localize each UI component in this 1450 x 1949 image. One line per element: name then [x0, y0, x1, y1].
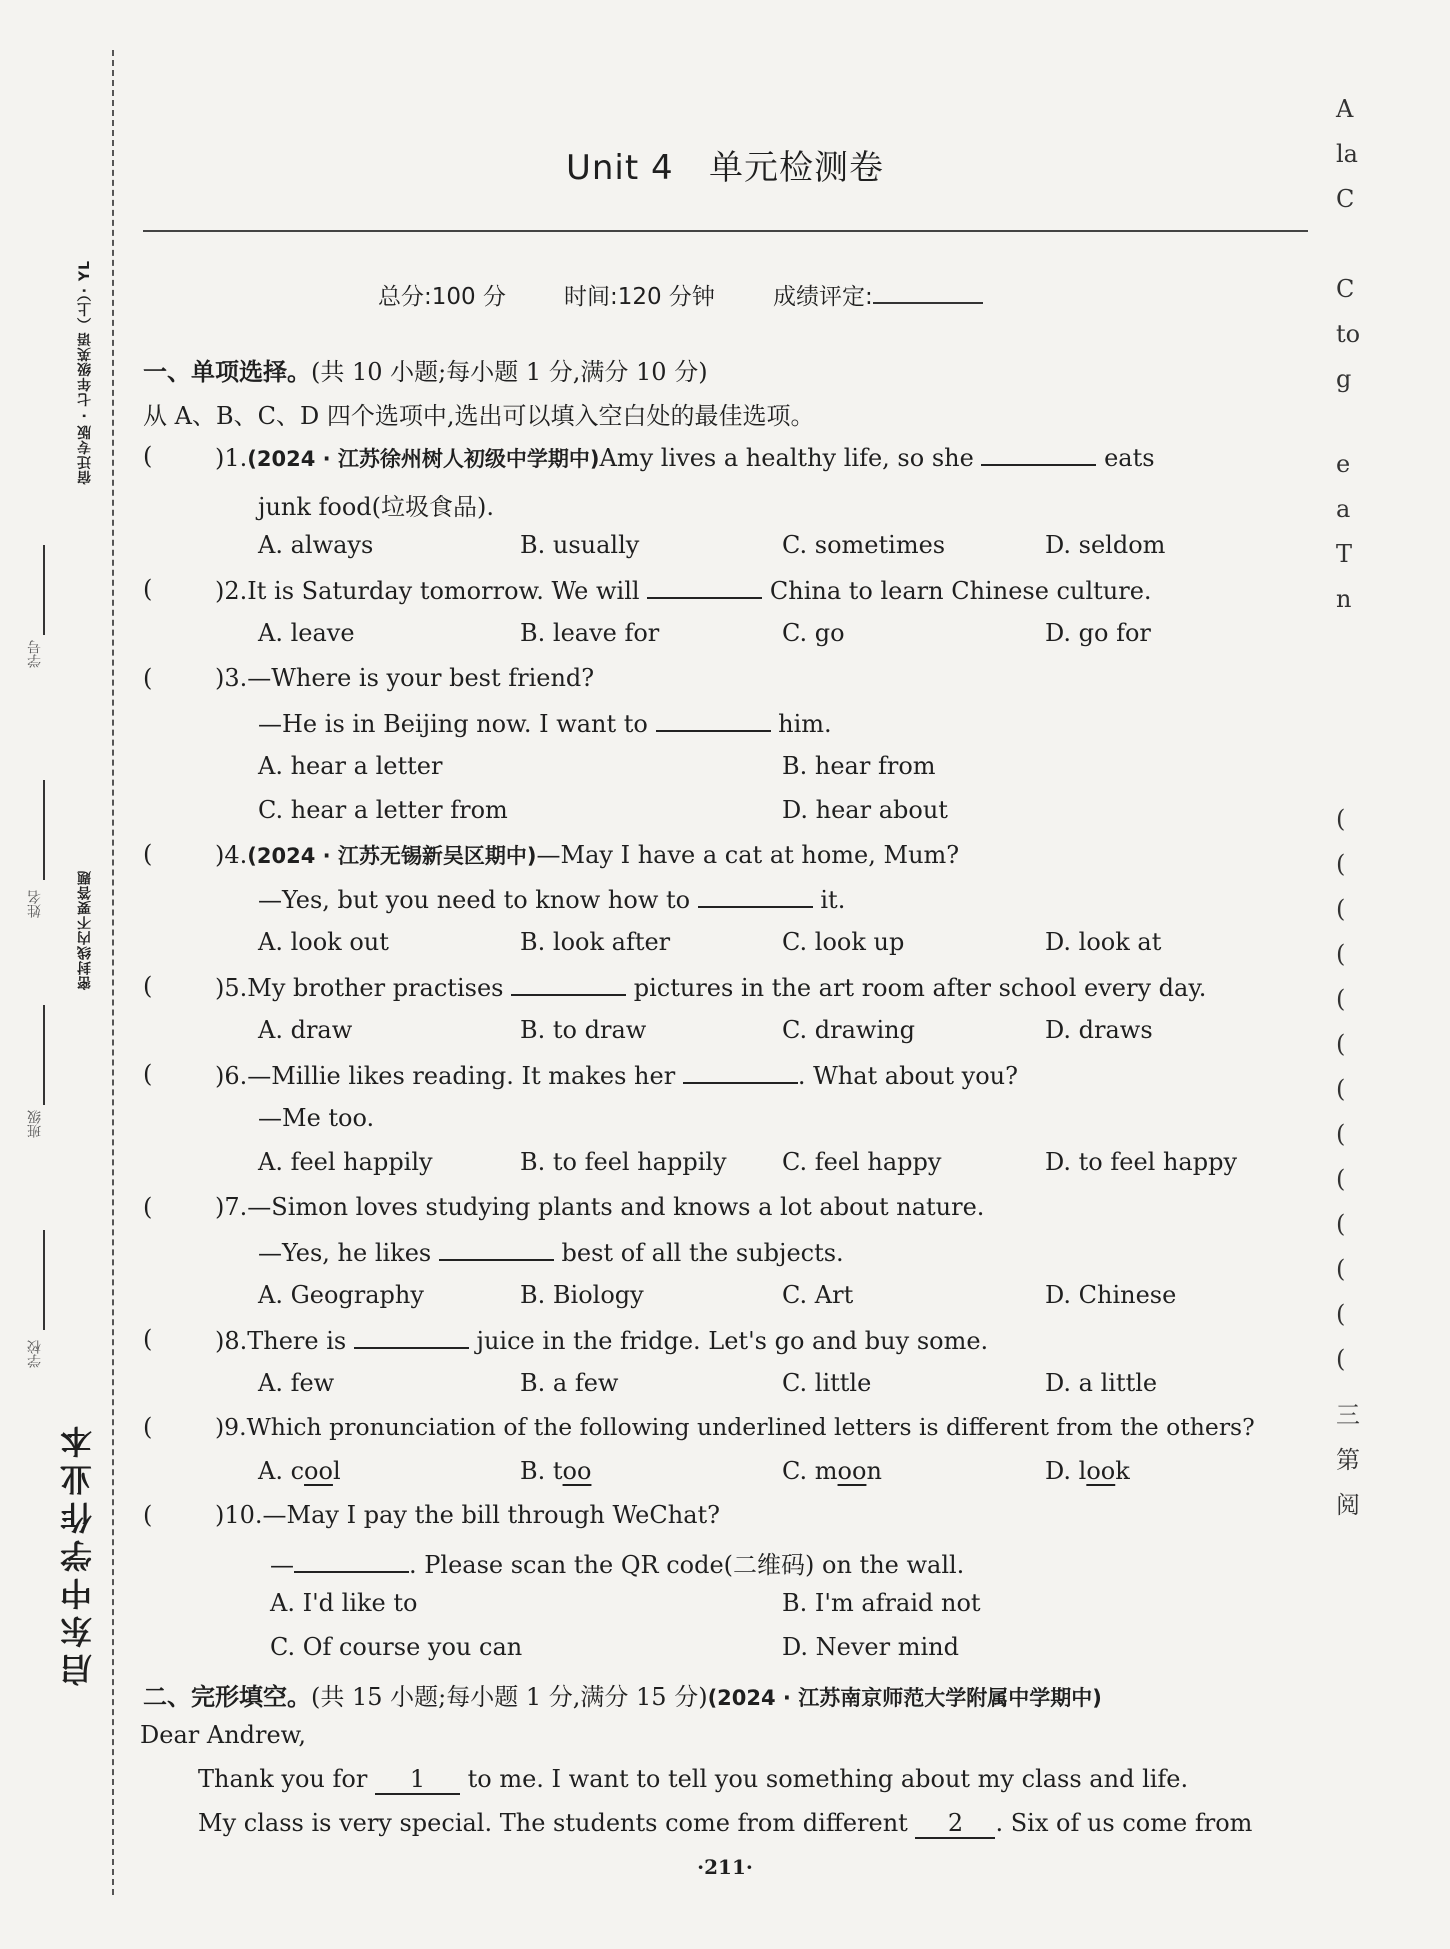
option-d[interactable]: D. Chinese	[1045, 1281, 1177, 1309]
question-number: )5.	[215, 974, 248, 1002]
option-d[interactable]: D. seldom	[1045, 531, 1166, 559]
fragment: (	[1336, 1255, 1346, 1283]
fragment: (	[1336, 805, 1346, 833]
option-b[interactable]: B. leave for	[520, 619, 660, 647]
option-c[interactable]: C. sometimes	[782, 531, 946, 559]
option-a[interactable]: A. few	[258, 1369, 335, 1397]
question-2	[215, 575, 1152, 605]
grade-blank[interactable]	[873, 282, 983, 304]
question-text: It is Saturday tomorrow. We will	[247, 577, 640, 605]
option-b[interactable]: B. hear from	[782, 752, 936, 780]
section1-scoring: (共 10 小题;每小题 1 分,满分 10 分)	[311, 358, 708, 386]
fragment: (	[1336, 940, 1346, 968]
option-d[interactable]: D. a little	[1045, 1369, 1158, 1397]
fragment: 三	[1336, 1401, 1360, 1429]
option-c[interactable]: C. drawing	[782, 1016, 915, 1044]
answer-paren[interactable]: (	[143, 1413, 153, 1441]
question-text: —Simon loves studying plants and knows a lot about nature.	[247, 1193, 985, 1221]
margin-book-label: 宿迁专版 · 七年级英语（上）· YL	[77, 260, 93, 485]
question-number: )8.	[215, 1327, 248, 1355]
question-text: Amy lives a healthy life, so she	[599, 444, 974, 472]
fragment: 第	[1336, 1446, 1360, 1474]
field-label-school: 学校	[27, 1340, 43, 1368]
field-label-xuehao: 学号	[27, 640, 43, 668]
letter-greeting: Dear Andrew,	[140, 1721, 307, 1749]
fragment: n	[1336, 585, 1352, 613]
option-text: B. t	[520, 1457, 563, 1485]
fragment: a	[1336, 495, 1351, 523]
question-6-cont: —Me too.	[258, 1104, 375, 1132]
answer-paren[interactable]: (	[143, 442, 153, 470]
question-4-cont	[258, 884, 845, 914]
field-label-class: 班级	[27, 1110, 43, 1138]
question-number: )1.	[215, 444, 248, 472]
option-c[interactable]: C. Art	[782, 1281, 854, 1309]
option-text: D. l	[1045, 1457, 1087, 1485]
field-blank-class[interactable]	[43, 1005, 45, 1105]
question-text: —Yes, he likes	[258, 1239, 432, 1267]
answer-paren[interactable]: (	[143, 1325, 153, 1353]
answer-blank[interactable]	[698, 884, 813, 908]
question-6	[215, 1060, 1018, 1090]
option-b[interactable]: B. a few	[520, 1369, 619, 1397]
question-text: pictures in the art room after school every day.	[633, 974, 1207, 1002]
option-c[interactable]: C. little	[782, 1369, 872, 1397]
answer-paren[interactable]: (	[143, 664, 153, 692]
question-3	[215, 664, 594, 692]
passage-text: . Six of us come from	[995, 1809, 1253, 1837]
option-b[interactable]: B. to feel happily	[520, 1148, 727, 1176]
section2-title: 二、完形填空。	[143, 1683, 311, 1711]
letter-paragraph-1	[198, 1765, 1188, 1795]
question-number: )10.	[215, 1501, 263, 1529]
option-d[interactable]: D. hear about	[782, 796, 948, 824]
option-text: l	[332, 1457, 341, 1485]
option-a[interactable]: A. look out	[258, 928, 389, 956]
section1-heading	[143, 352, 708, 387]
fragment: (	[1336, 1030, 1346, 1058]
time-limit: 时间:120 分钟	[563, 284, 715, 310]
underlined-letters: oo	[304, 1457, 333, 1485]
fragment: T	[1336, 540, 1353, 568]
option-c[interactable]: C. go	[782, 619, 845, 647]
field-blank-name[interactable]	[43, 780, 45, 880]
question-number: )4.	[215, 841, 248, 869]
question-text: —Where is your best friend?	[247, 664, 595, 692]
question-number: )7.	[215, 1193, 248, 1221]
option-text: C. m	[782, 1457, 838, 1485]
question-text: —He is in Beijing now. I want to	[258, 710, 648, 738]
fragment: to	[1336, 320, 1361, 348]
margin-school-name: 启东中学作业本	[59, 1420, 97, 1686]
option-a[interactable]: A. draw	[258, 1016, 353, 1044]
option-b[interactable]: B. usually	[520, 531, 640, 559]
adjacent-page-edge	[1328, 0, 1361, 1949]
answer-blank[interactable]	[656, 708, 771, 732]
question-1-cont: junk food(垃圾食品).	[258, 493, 495, 521]
question-number: )2.	[215, 577, 248, 605]
fragment: C	[1336, 185, 1355, 213]
answer-blank[interactable]	[511, 972, 626, 996]
passage-text: to me. I want to tell you something about my class and life.	[467, 1765, 1189, 1793]
question-text: best of all the subjects.	[561, 1239, 844, 1267]
option-b[interactable]: B. to draw	[520, 1016, 647, 1044]
score-line	[378, 278, 983, 311]
total-score: 总分:100 分	[378, 284, 506, 310]
question-text: There is	[247, 1327, 347, 1355]
answer-blank[interactable]	[981, 442, 1096, 466]
underlined-letters: oo	[837, 1457, 867, 1485]
fragment: C	[1336, 275, 1355, 303]
option-text: k	[1115, 1457, 1130, 1485]
option-d[interactable]: D. go for	[1045, 619, 1151, 647]
fragment: (	[1336, 1210, 1346, 1238]
question-4	[215, 840, 959, 870]
option-c[interactable]: C. look up	[782, 928, 905, 956]
question-text: . Please scan the QR code(二维码) on the wall.	[409, 1551, 965, 1579]
field-blank-xuehao[interactable]	[43, 545, 45, 635]
field-label-name: 姓名	[27, 890, 43, 918]
section2-scoring: (共 15 小题;每小题 1 分,满分 15 分)	[311, 1683, 708, 1711]
fragment: e	[1336, 450, 1351, 478]
option-text: n	[866, 1457, 882, 1485]
question-1	[215, 442, 1155, 473]
option-a[interactable]: A. always	[258, 531, 374, 559]
passage-text: My class is very special. The students come from different	[198, 1809, 908, 1837]
page-number: ·211·	[697, 1855, 753, 1879]
question-number: )6.	[215, 1062, 248, 1090]
question-text: —May I have a cat at home, Mum?	[536, 841, 960, 869]
question-5	[215, 972, 1206, 1002]
answer-blank[interactable]	[683, 1060, 798, 1084]
option-d[interactable]: D. to feel happy	[1045, 1148, 1238, 1176]
question-source: (2024 · 江苏徐州树人初级中学期中)	[247, 447, 600, 471]
question-text: My brother practises	[247, 974, 504, 1002]
section1-instruction: 从 A、B、C、D 四个选项中,选出可以填入空白处的最佳选项。	[143, 402, 815, 430]
option-c[interactable]	[782, 1457, 882, 1485]
fragment: la	[1336, 140, 1358, 168]
grade-field	[773, 278, 983, 311]
title-divider	[143, 230, 1308, 232]
answer-blank[interactable]	[294, 1549, 409, 1573]
field-blank-school[interactable]	[43, 1230, 45, 1330]
option-d[interactable]	[1045, 1457, 1130, 1485]
margin-warning: 密封线内不要答题	[77, 870, 93, 990]
fragment: (	[1336, 1345, 1346, 1373]
underlined-letters: oo	[562, 1457, 592, 1485]
option-b[interactable]	[520, 1457, 591, 1485]
option-text: A. c	[258, 1457, 305, 1485]
binding-margin	[15, 260, 105, 1710]
fragment: (	[1336, 985, 1346, 1013]
question-10-cont	[270, 1545, 964, 1580]
question-7	[215, 1193, 984, 1221]
underlined-letters: oo	[1086, 1457, 1116, 1485]
cloze-blank-2[interactable]: 2	[915, 1809, 995, 1839]
question-9	[215, 1413, 1255, 1441]
question-7-cont	[258, 1237, 844, 1267]
question-text: —May I pay the bill through WeChat?	[262, 1501, 721, 1529]
question-number: )9.	[215, 1413, 247, 1441]
section1-title: 一、单项选择。	[143, 358, 311, 386]
page-title: Unit 4 单元检测卷	[565, 148, 885, 188]
answer-paren[interactable]: (	[143, 1193, 153, 1221]
fragment: 阅	[1336, 1491, 1360, 1519]
option-a[interactable]: A. I'd like to	[270, 1589, 418, 1617]
fragment: (	[1336, 1300, 1346, 1328]
fragment: (	[1336, 1165, 1346, 1193]
option-a[interactable]	[258, 1457, 341, 1485]
fragment: (	[1336, 850, 1346, 878]
seal-line	[112, 50, 114, 1895]
fragment: g	[1336, 365, 1352, 393]
question-text: eats	[1104, 444, 1155, 472]
question-10	[215, 1501, 720, 1529]
option-a[interactable]: A. hear a letter	[258, 752, 443, 780]
passage-text: Thank you for	[198, 1765, 368, 1793]
question-text: —	[270, 1551, 294, 1579]
answer-paren[interactable]: (	[143, 1501, 153, 1529]
answer-paren[interactable]: (	[143, 575, 153, 603]
question-number: )3.	[215, 664, 248, 692]
question-text: him.	[778, 710, 832, 738]
section2-source: (2024 · 江苏南京师范大学附属中学期中)	[707, 1686, 1102, 1710]
answer-blank[interactable]	[439, 1237, 554, 1261]
question-text: —Millie likes reading. It makes her	[247, 1062, 676, 1090]
question-8	[215, 1325, 988, 1355]
option-d[interactable]: D. draws	[1045, 1016, 1153, 1044]
option-a[interactable]: A. Geography	[258, 1281, 424, 1309]
section2-heading	[143, 1677, 1102, 1712]
answer-blank[interactable]	[647, 575, 762, 599]
option-c[interactable]: C. Of course you can	[270, 1633, 523, 1661]
answer-paren[interactable]: (	[143, 840, 153, 868]
question-text: . What about you?	[797, 1062, 1018, 1090]
fragment: (	[1336, 895, 1346, 923]
option-b[interactable]: B. Biology	[520, 1281, 644, 1309]
option-a[interactable]: A. leave	[258, 619, 355, 647]
question-source: (2024 · 江苏无锡新吴区期中)	[247, 844, 537, 868]
fragment: (	[1336, 1120, 1346, 1148]
question-3-cont	[258, 708, 832, 738]
letter-paragraph-2	[198, 1809, 1252, 1839]
question-text: Which pronunciation of the following underlined letters is different from the others?	[246, 1413, 1255, 1441]
fragment: A	[1336, 95, 1354, 123]
fragment: (	[1336, 1075, 1346, 1103]
option-b[interactable]: B. look after	[520, 928, 671, 956]
option-a[interactable]: A. feel happily	[258, 1148, 433, 1176]
option-c[interactable]: C. feel happy	[782, 1148, 942, 1176]
question-text: —Yes, but you need to know how to	[258, 886, 691, 914]
cloze-blank-1[interactable]: 1	[375, 1765, 460, 1795]
answer-paren[interactable]: (	[143, 972, 153, 1000]
option-c[interactable]: C. hear a letter from	[258, 796, 508, 824]
question-text: it.	[820, 886, 846, 914]
option-b[interactable]: B. I'm afraid not	[782, 1589, 981, 1617]
option-d[interactable]: D. look at	[1045, 928, 1162, 956]
answer-paren[interactable]: (	[143, 1060, 153, 1088]
answer-blank[interactable]	[354, 1325, 469, 1349]
grade-label: 成绩评定:	[772, 284, 873, 310]
question-text: China to learn Chinese culture.	[769, 577, 1152, 605]
option-d[interactable]: D. Never mind	[782, 1633, 959, 1661]
question-text: juice in the fridge. Let's go and buy some.	[476, 1327, 989, 1355]
